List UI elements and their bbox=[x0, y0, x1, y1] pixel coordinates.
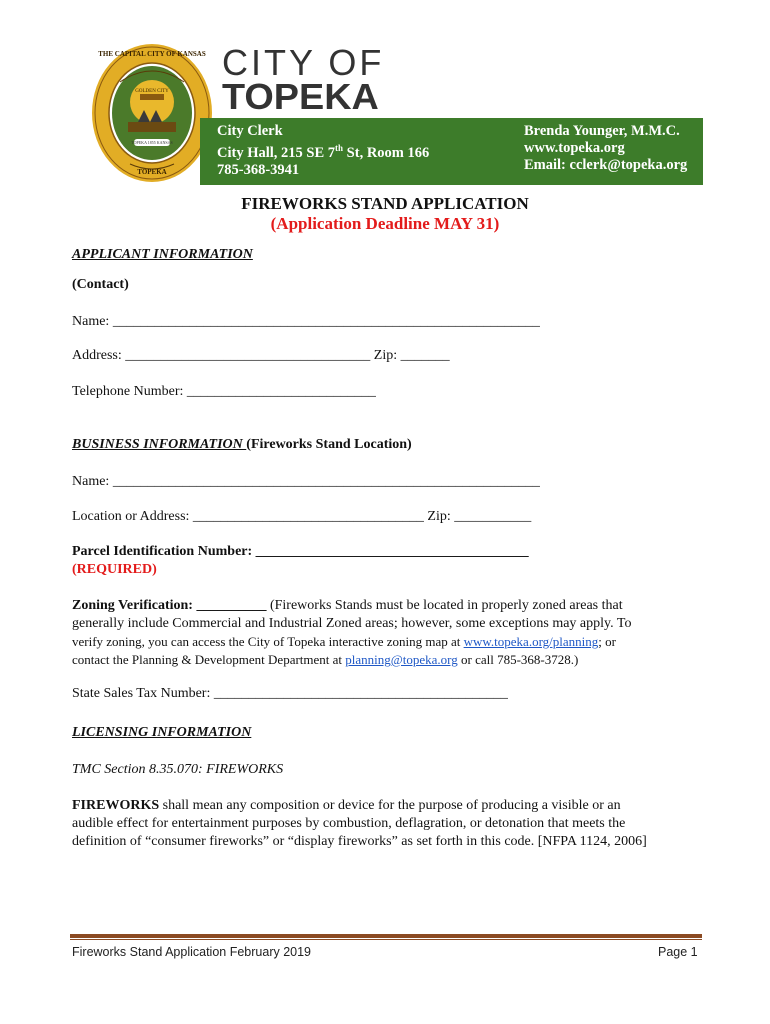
logo-topeka: TOPEKA bbox=[222, 76, 379, 117]
banner-address: City Hall, 215 SE 7th St, Room 166 bbox=[217, 143, 430, 161]
banner-right bbox=[524, 123, 687, 174]
contact-label: (Contact) bbox=[72, 277, 129, 292]
seal-bottom-text: TOPEKA bbox=[137, 168, 167, 176]
banner-email: Email: cclerk@topeka.org bbox=[524, 157, 688, 173]
tmc-section: TMC Section 8.35.070: FIREWORKS bbox=[72, 762, 284, 777]
applicant-heading: APPLICANT INFORMATION bbox=[72, 247, 253, 262]
parcel-required-note: (REQUIRED) bbox=[72, 562, 157, 577]
banner-website: www.topeka.org bbox=[524, 140, 625, 156]
zoning-field[interactable]: Zoning Verification: __________ bbox=[72, 598, 267, 613]
seal-top-text: THE CAPITAL CITY OF KANSAS bbox=[98, 50, 206, 58]
applicant-phone-field[interactable]: Telephone Number: ___________________________ bbox=[72, 384, 376, 399]
business-heading: BUSINESS INFORMATION (Fireworks Stand Location) bbox=[72, 437, 412, 452]
logo-city-of: CITY OF bbox=[222, 42, 385, 83]
banner-left bbox=[217, 123, 429, 179]
planning-email-link[interactable]: planning@topeka.org bbox=[345, 652, 458, 667]
contact-banner bbox=[200, 118, 703, 185]
sales-tax-field[interactable]: State Sales Tax Number: __________________________________________ bbox=[72, 686, 508, 701]
business-name-field[interactable]: Name: _____________________________________________________________ bbox=[72, 474, 540, 489]
footer-doc-title: Fireworks Stand Application February 2019 bbox=[72, 945, 312, 959]
parcel-id-field[interactable]: Parcel Identification Number: _______________________________________ bbox=[72, 544, 529, 559]
applicant-name-field[interactable]: Name: _____________________________________________________________ bbox=[72, 314, 540, 329]
applicant-address-field[interactable]: Address: ___________________________________ Zip: _______ bbox=[72, 348, 450, 363]
footer-rule bbox=[70, 934, 702, 938]
deadline-subtitle: (Application Deadline MAY 31) bbox=[270, 214, 500, 233]
fireworks-definition: FIREWORKS shall mean any composition or device for the purpose of producing a visible or an audible effect for entertainment purposes by combustion, deflagration, or detonation that meets the definition of “consumer fireworks” or “display fireworks” as set forth in this code. [NFPA 1124, 2006] bbox=[72, 798, 647, 849]
planning-website-link[interactable]: www.topeka.org/planning bbox=[463, 634, 599, 649]
seal-center-text: GOLDEN CITY bbox=[135, 89, 169, 94]
zoning-block: Zoning Verification: __________ (Fireworks Stands must be located in properly zoned areas that generally include Commercial and Industrial Zoned areas; however, some exceptions may apply. To verify zoning, you can access the City of Topeka interactive zoning map at www.topeka.org/planning; or contact the Planning & Development Department at planning@topeka.org or call 785-368-3728.) bbox=[72, 598, 632, 667]
city-seal-logo bbox=[90, 42, 214, 184]
seal-ribbon-text: TOPEKA 1855 KANSAS bbox=[131, 140, 173, 145]
banner-phone: 785-368-3941 bbox=[217, 161, 300, 178]
footer-rule-thin bbox=[70, 939, 702, 940]
business-location-field[interactable]: Location or Address: _________________________________ Zip: ___________ bbox=[72, 509, 532, 524]
footer-page-number: Page 1 bbox=[658, 945, 698, 959]
banner-office: City Clerk bbox=[217, 123, 283, 139]
licensing-heading: LICENSING INFORMATION bbox=[72, 725, 252, 740]
banner-clerk-name: Brenda Younger, M.M.C. bbox=[524, 123, 680, 139]
page-title: FIREWORKS STAND APPLICATION bbox=[241, 194, 529, 213]
